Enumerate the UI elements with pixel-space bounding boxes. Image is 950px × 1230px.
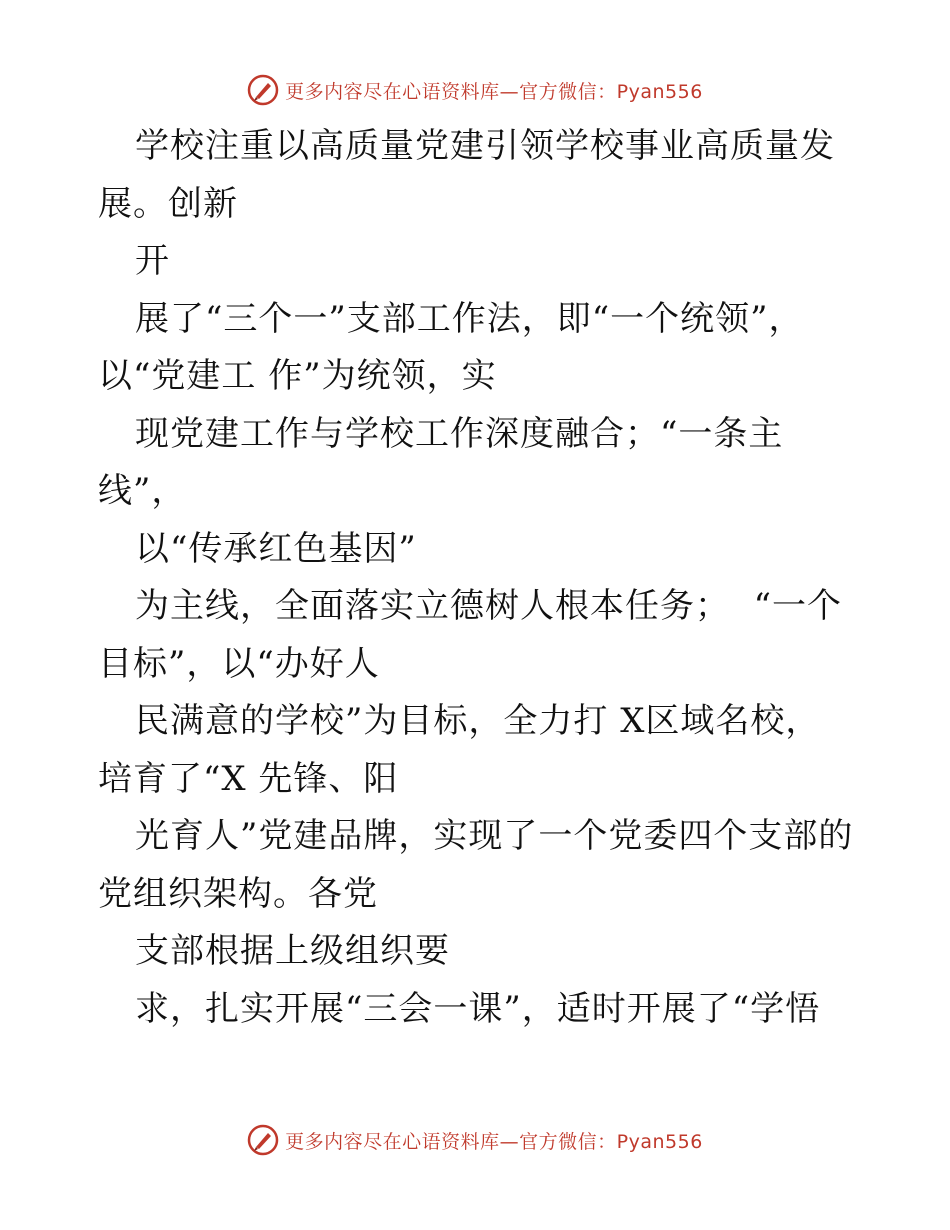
text-line: 线”， [98,471,187,511]
pen-nib-logo-icon [247,1124,279,1156]
text-line: 展。创新 [98,183,238,224]
text-line: 现党建工作与学校工作深度融合；“一条主 [135,413,784,454]
document-body [0,118,950,1038]
footer-watermark [0,1120,950,1160]
text-line: 民满意的学校”为目标，全力打 X区域名校， [135,701,821,741]
watermark-text: 更多内容尽在心语资料库—官方微信：Pyan556 [285,1130,703,1153]
text-line: 支部根据上级组织要 [135,931,450,971]
text-line: 开 [135,241,170,281]
pen-nib-logo-icon [247,74,279,106]
text-line: 以“传承红色基因” [135,528,417,569]
text-line: 光育人”党建品牌，实现了一个党委四个支部的 [135,816,854,856]
text-line: 培育了“X 先锋、阳 [98,758,399,799]
text-line: 求，扎实开展“三会一课”，适时开展了“学悟 [135,988,821,1029]
header-watermark [0,70,950,110]
text-line: 目标”，以“办好人 [98,643,380,684]
watermark-text: 更多内容尽在心语资料库—官方微信：Pyan556 [285,80,703,103]
text-line: 学校注重以高质量党建引领学校事业高质量发 [135,126,835,166]
text-line: 党组织架构。各党 [98,873,378,914]
text-line: 以“党建工 作”为统领，实 [98,356,497,396]
text-line: 为主线，全面落实立德树人根本任务； “一个 [135,586,842,626]
text-line: 展了“三个一”支部工作法，即“一个统领”， [135,298,804,339]
